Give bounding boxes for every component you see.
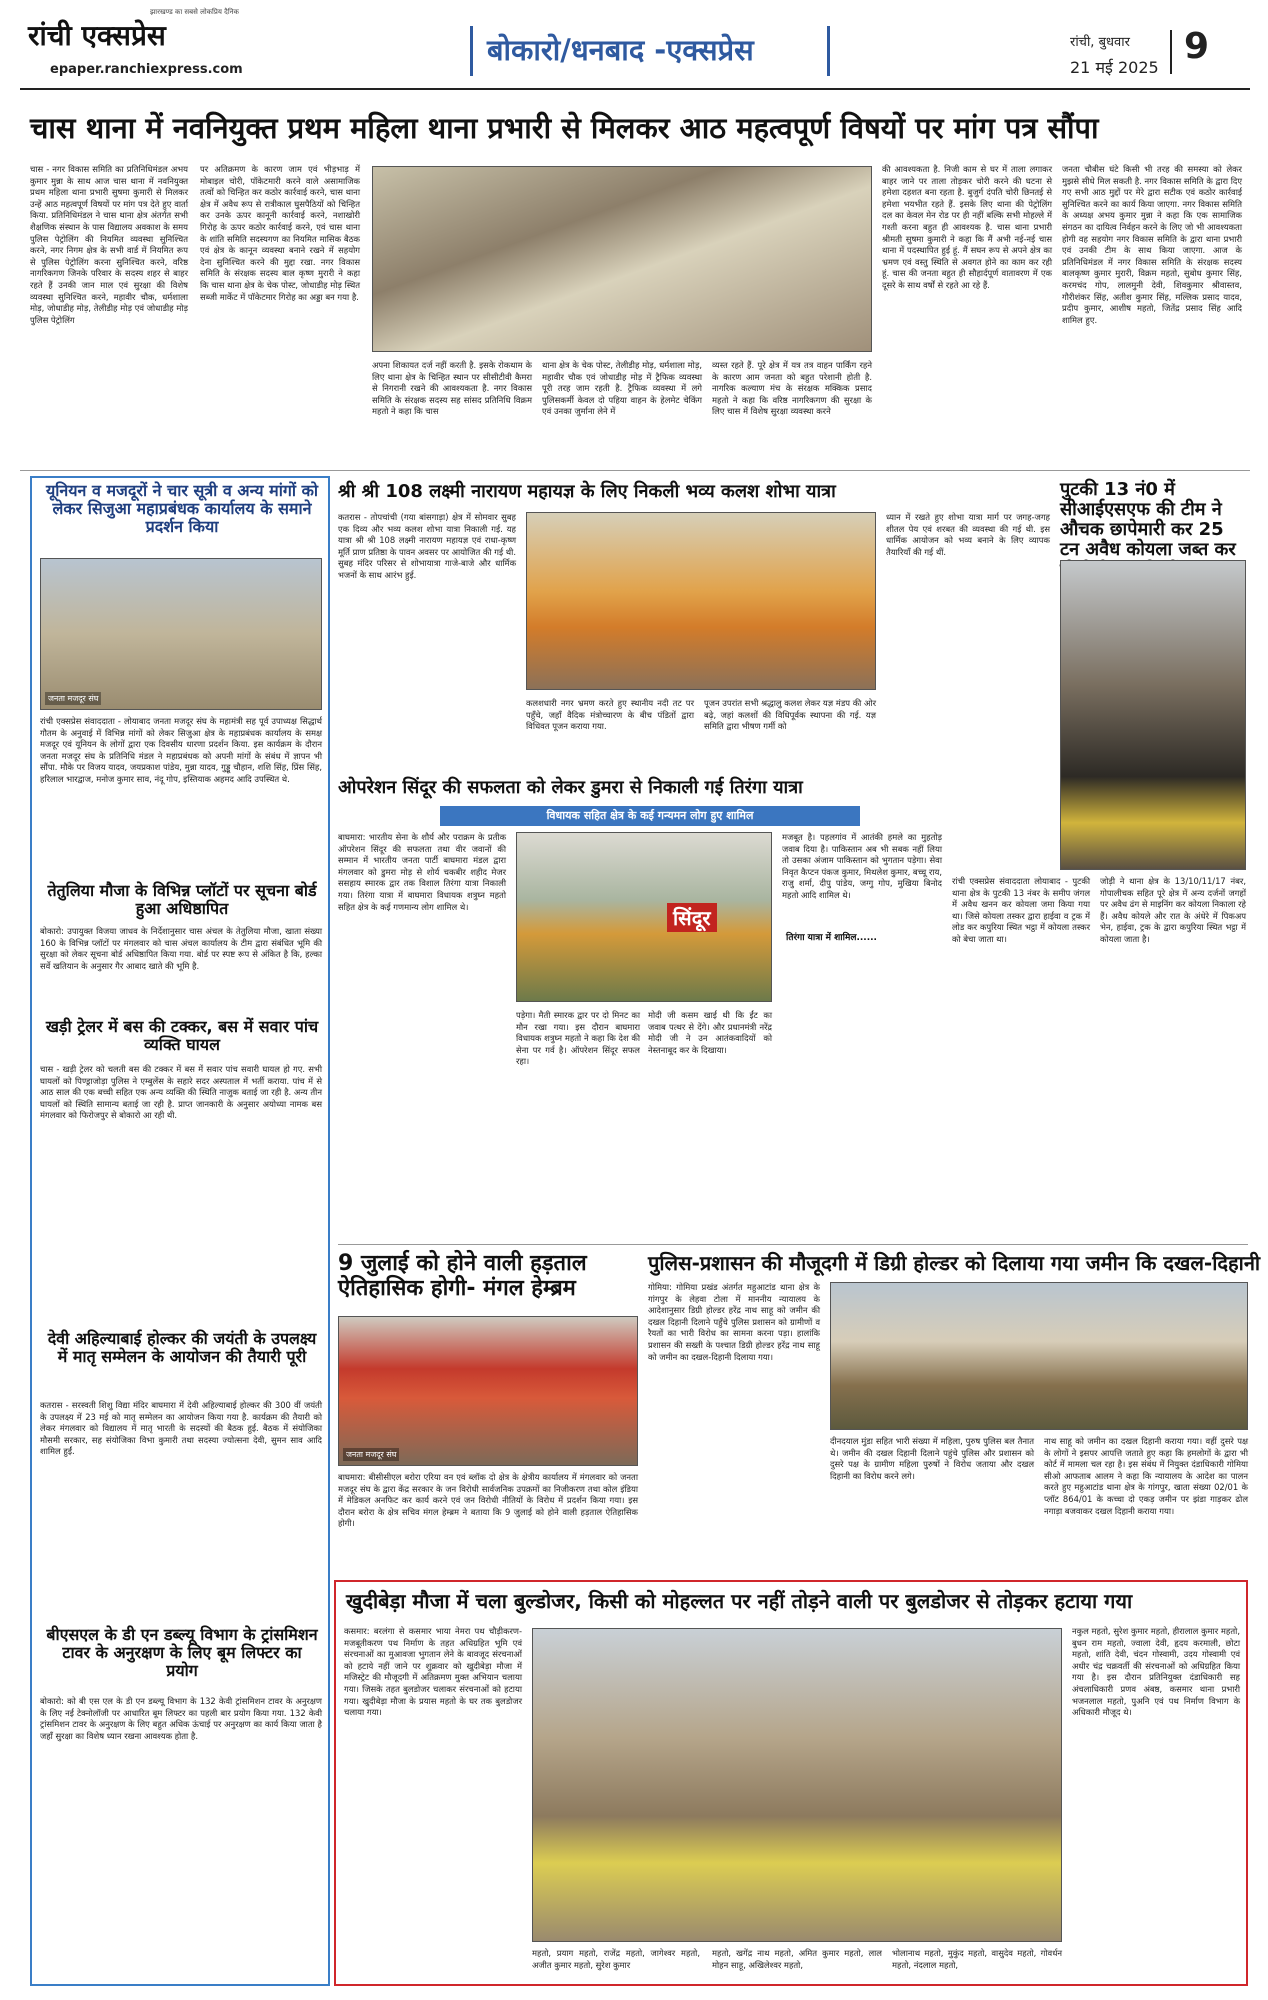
bulldozer-body-1: कसमार: बरलंगा से कसमार भाया नेमरा पथ चौड़ीकरण-मजबूतीकरण पथ निर्माण के तहत अधिग्रहित भूमि एवं संरचनाओं का मुआवजा भुगतान लेने के बावजूद संरचनाओं को हटाये नहीं जाने पर शुक्रवार को खुदीबेड़ा मौजा में मजिस्ट्रेट की मौजूदगी में अतिक्रमण मुक्त अभियान चलाया गया। जिसके तहत बुलडोजर चलाकर संरचनाओं को हटाया गया। खुदीबेड़ा मौजा के प्रयास महतो के घर तक बुलडोजर चलाया गया। [344,1626,525,1718]
lead-col-2: पर अतिक्रमण के कारण जाम एवं भीड़भाड़ में मोबाइल चोरी, पॉकेटमारी करने वाले असामाजिक तत्वों को चिन्हित कर कठोर कार्रवाई करने, चास थाना क्षेत्र में अवैध रूप से रात्रीकाल घुसपैठियों को चिन्हित कर उनके ऊपर कानूनी कार्रवाई करने, नशाखोरी गिरोह के ऊपर कठोर कार्रवाई करने, एवं चास थाना के शांति समिति सदस्यगण का नियमित मासिक बैठक एवं क्षेत्र के कानून व्यवस्था बनाने रखने में सहयोग देना सुनिश्चित करने की मुद्दा रखा. नगर विकास समिति के संरक्षक सदस्य बाल कृष्ण मुरारी ने कहा कि चास थाना क्षेत्र के चेक पोस्ट, जोधाडीह मोड़ स्थित सब्जी मार्केट में पॉकेटमार गिरोह का अड्डा बन गया है. [200,164,363,302]
sindoor-photo [516,832,772,1002]
bulldozer-body-2: नकुल महतो, सुरेश कुमार महतो, हीरालाल कुमार महतो, बुधन राम महतो, ज्वाला देवी, हृदय करमाली, छोटा महतो, शांति देवी, चंदन गोस्वामी, उदय गोस्वामी एवं अधीर चंद्र चक्रवर्ती की संरचनाओं को अधिग्रहित किया गया है। इस दौरान प्रतिनियुक्त दंडाधिकारी सह अंचलाधिकारी प्रणव अंबष्ठ, कसमार थाना प्रभारी भजनलाल महतो, पुअनि एवं पथ निर्माण विभाग के अधिकारी मौजूद थे। [1072,1626,1243,1718]
strike-body: बाघमारा: बीसीसीएल बरोरा एरिया वन एवं ब्लॉक दो क्षेत्र के क्षेत्रीय कार्यालय में मंगलवार को जनता मजदूर संघ के द्वारा केंद्र सरकार के जन विरोधी सार्वजनिक उपक्रमों का निजीकरण तथा कोल इंडिया में मेडिकल अनफिट कर कार्य करने एवं जन विरोधी नीतियों के विरोध में प्रदर्शन किया गया। इस दौरान बरोरा के क्षेत्र सचिव मंगल हेम्ब्रम ने बताया कि 9 जुलाई को होने वाली हड़ताल ऐतिहासिक होगी। [338,1472,641,1529]
website-link[interactable]: epaper.ranchiexpress.com [50,62,243,77]
story1-photo-caption: जनता मजदूर संघ [45,692,101,705]
bulldozer-headline: खुदीबेड़ा मौजा में चला बुल्डोजर, किसी को मोहल्लत पर नहीं तोड़ने वाली पर बुलडोजर से तोड़कर हटाया गया [346,1589,1133,1613]
sindoor-body-2: पड़ेगा। मैती स्मारक द्वार पर दो मिनट का मौन रखा गया। इस दौरान बाघमारा विधायक शत्रुघ्न महतो ने कहा कि देश की सेना पर गर्व है। ऑपरेशन सिंदूर सफल रहा। [516,1010,643,1067]
story1-headline: यूनियन व मजदूरों ने चार सूत्री व अन्य मांगों को लेकर सिजुआ महाप्रबंधक कार्यालय के समाने प्रदर्शन किया [45,481,319,536]
coal-body-1: रांची एक्सप्रेस संवाददाता लोयाबाद - पुटकी थाना क्षेत्र के पुटकी 13 नंबर के समीप जंगल में अवैध खनन कर कोयला जमा किया गया था। जिसे कोयला तस्कर द्वारा हाईवा व ट्रक में लोड कर कपुरिया स्थित भट्ठा में कोयला तस्कर को बेचा जाता था। [952,876,1093,944]
lead-col-5: व्यस्त रहते हैं. पूरे क्षेत्र में यत्र तत्र वाहन पार्किंग रहने के कारण आम जनता को बहुत परेशानी होती है. नागरिक कल्याण मंच के संरक्षक मक्किक प्रसाद महतो ने कहा कि वरिष्ठ नागरिकगण की सुरक्षा के लिए चास में विशेष सुरक्षा व्यवस्था करने [712,360,875,417]
land-photo [830,1282,1248,1430]
land-headline: पुलिस-प्रशासन की मौजूदगी में डिग्री होल्डर को दिलाया गया जमीन कि दखल-दिहानी [648,1251,1261,1275]
lead-headline: चास थाना में नवनियुक्त प्रथम महिला थाना प्रभारी से मिलकर आठ महत्वपूर्ण विषयों पर मांग पत्र सौंपा [30,111,1099,145]
kalash-photo [526,512,876,690]
masthead-logo: रांची एक्सप्रेस [28,19,166,52]
sindoor-body-4: मजबूत है। पहलगांव में आतंकी हमले का मुहतोड़ जवाब दिया है। पाकिस्तान अब भी सबक नहीं लिया तो उसका अंजाम पाकिस्तान को भुगतान पड़ेगा। सेवा निवृत कैप्टन पंकज कुमार, मिथलेश कुमार, बच्चू राय, राजु शर्मा, दीपु पांडेय, जग्गु गोप, मुखिया बिनोद महतो आदि शामिल थे। [782,832,945,900]
strike-headline: 9 जुलाई को होने वाली हड़ताल ऐतिहासिक होगी- मंगल हेम्ब्रम [338,1251,587,1301]
mid-rule [338,1244,1248,1245]
sindoor-photo-caption: तिरंगा यात्रा में शामिल...... [786,930,877,943]
land-body-3: नाथ साहू को जमीन का दखल दिहानी कराया गया। वहीं दुसरे पक्ष के लोगों ने इसपर आपत्ति जताते हुए कहा कि हमलोगों के द्वारा भी कोर्ट में मामला चल रहा है। इस संबंध में नियुक्त दंडाधिकारी गोमिया सीओ आफताब आलम ने कहा कि न्यायालय के आदेश का पालन करते हुए महुआटांड थाना क्षेत्र के गांगपुर, खाता संख्या 02/01 के प्लॉट 864/01 के कच्चा दो एकड़ जमीन पर झंडा गाड़कर ढोल नगाड़ा बजवाकर दखल दिहानी कराया गया। [1044,1436,1251,1516]
story1-photo [40,558,322,710]
kalash-body-2: कलशधारी नगर भ्रमण करते हुए स्थानीय नदी तट पर पहुँचे, जहाँ वैदिक मंत्रोच्चारण के बीच पंडितों द्वारा विधिवत पूजन कराया गया. [526,698,697,732]
section-title: बोकारो/धनबाद -एक्सप्रेस [487,33,754,67]
page-number: 9 [1184,26,1210,67]
bulldozer-caption-2: महतो, खगेंद्र नाथ महतो, अमित कुमार महतो, लाल मोहन साहू, अखिलेश्वर महतो, [712,1948,885,1970]
bulldozer-photo [532,1628,1062,1942]
strike-photo [338,1316,638,1466]
sindoor-headline: ओपरेशन सिंदूर की सफलता को लेकर डुमरा से निकाली गई तिरंगा यात्रा [338,777,803,798]
masthead-rule [20,88,1250,90]
story2-headline: तेतुलिया मौजा के विभिन्न प्लॉटों पर सूचना बोर्ड हुआ अधिष्ठापित [47,881,317,918]
coal-headline: पुटकी 13 नं0 में सीआईएसएफ की टीम ने औचक छापेमारी कर 25 टन अवैध कोयला जब्त कर [1060,479,1236,561]
masthead [0,0,1268,90]
lead-col-1: चास - नगर विकास समिति का प्रतिनिधिमंडल अभय कुमार मुन्ना के साथ आज चास थाना में नवनियुक्त प्रथम महिला थाना प्रभारी सुषमा कुमारी से मिलकर उन्हें आठ महत्वपूर्ण विषयों पर मांग पत्र देते हुए वार्ता किया. प्रतिनिधिमंडल ने चास थाना क्षेत्र अंतर्गत सभी शैक्षणिक संस्थान के पास विद्यालय अवकाश के समय पुलिस पेट्रोलिंग की नियमित व्यवस्था सुनिश्चित करने, नगर निगम क्षेत्र के सभी वार्ड में नियमित रूप से पुलिस पेट्रोलिंग करना सुनिश्चित करने, वरिष्ठ नागरिकगण जिनके परिवार के सदस्य शहर से बाहर रहते हैं उनकी जान माल एवं सुरक्षा की विशेष व्यवस्था सुनिश्चित करने, महावीर चौक, धर्मशाला मोड़, जोधाडीह मोड़, तेलीडीह मोड़ एवं जोधाडीह मोड़ पुलिस पेट्रोलिंग [30,164,191,325]
sindoor-body-3: मोदी जी कसम खाई थी कि ईंट का जवाब पत्थर से देंगे। और प्रधानमंत्री नरेंद्र मोदी जी ने उन आतंकवादियों को नेस्तनाबूद कर के दिखाया। [648,1010,775,1055]
kalash-headline: श्री श्री 108 लक्ष्मी नारायण महायज्ञ के लिए निकली भव्य कलश शोभा यात्रा [338,481,836,502]
lead-bottom-rule [20,470,1250,471]
page-divider [1170,30,1172,74]
kalash-body-1: कतरास - तोपचांची (गया बांसगाड़ा) क्षेत्र में सोमवार सुबह एक दिव्य और भव्य कलश शोभा यात्रा निकाली गई. यह यात्रा श्री श्री 108 लक्ष्मी नारायण महायज्ञ एवं राधा-कृष्ण मूर्ति प्राण प्रतिष्ठा के पावन अवसर पर आयोजित की गई थी. सुबह मंदिर परिसर से शोभायात्रा गाजे-बाजे और धार्मिक भजनों के साथ आरंभ हुई. [338,512,519,580]
lead-col-3: अपना शिकायत दर्ज नहीं करती है. इसके रोकथाम के लिए थाना क्षेत्र के चिन्हित स्थान पर सीसीटीवी कैमरा से निगरानी रखने की आवश्यकता है. नगर विकास समिति के संरक्षक सदस्य सह सांसद प्रतिनिधि विक्रम महतो ने कहा कि चास [372,360,535,417]
kalash-body-3: पूजन उपरांत सभी श्रद्धालु कलश लेकर यज्ञ मंडप की ओर बढ़े, जहां कलशों की विधिपूर्वक स्थापना की गई. यज्ञ समिति द्वारा भीषण गर्मी को [704,698,879,732]
bulldozer-caption-3: भोलानाथ महतो, मुकुंद महतो, वासुदेव महतो, गोवर्धन महतो, नंदलाल महतो, [892,1948,1065,1970]
story1-body: रांची एक्सप्रेस संवाददाता - लोयाबाद जनता मजदूर संघ के महामंत्री सह पूर्व उपाध्यक्ष सिद्धार्थ गौतम के अनुवाई में विभिन्न मांगों को लेकर सिजुआ क्षेत्र के महाप्रबंधक कार्यालय के समक्ष मजदूर एवं यूनियन के लोगों द्वारा एक दिवसीय धारणा प्रदर्शन किया. इस कार्यक्रम के दौरान जनता मजदूर संघ के प्रतिनिधि मंडल ने महाप्रबंधक को अपनी मांगों के संबंध में ज्ञापन भी सौंपा. मौके पर विजय यादव, जयप्रकाश पांडेय, मुन्ना यादव, गुड्डू चौहान, शशि सिंह, प्रिंस सिंह, हरिलाल भारद्वाज, मनोज कुमार साव, नंदू गोप, इस्तियाक अहमद आदि उपस्थित थे. [40,716,325,784]
story5-body: बोकारो: को बी एस एल के डी एन डब्ल्यू विभाग के 132 केवी ट्रांसमिशन टावर के अनुरक्षण के लिए नई टेक्नोलॉजी पर आधारित बूम लिफ्टर का पहली बार प्रयोग किया गया. 132 केवी ट्रांसमिशन टावर के अनुरक्षण के लिए बहुत अधिक ऊंचाई पर अनुरक्षण का कार्य किया जाता है जहाँ सुरक्षा का विशेष ध्यान रखना आवश्यक होता है. [40,1696,325,1741]
lead-col-7: जनता चौबीस घंटे किसी भी तरह की समस्या को लेकर मुझसे सीधे मिल सकती है. नगर विकास समिति के द्वारा दिए गए सभी आठ मुद्दों पर मेरे द्वारा सटीक एवं कठोर कार्रवाई सुनिश्चित करने का कार्य किया जाएगा. नगर विकास समिति के अध्यक्ष अभय कुमार मुन्ना ने कहा कि एक सामाजिक संगठन का दायित्व निर्वहन करने के लिए जो भी आवश्यकता होगी वह सहयोग नगर विकास समिति के द्वारा थाना प्रभारी एवं उनकी टीम के साथ किया जाएगा. आज के प्रतिनिधिमंडल में नगर विकास समिति के संरक्षक सदस्य बालकृष्ण कुमार मुरारी, विक्रम महतो, सुबोध कुमार सिंह, करमचंद गोप, लालमुनी देवी, शिवकुमार श्रीवास्तव, गौरीशंकर सिंह, अतीश कुमार सिंह, मल्लिक प्रसाद यादव, प्रदीप कुमार, आशीष महतो, जितेंद्र प्रसाद सिंह आदि शामिल हुए. [1062,164,1245,325]
masthead-logo-tag: झारखण्ड का सबसे लोकप्रिय दैनिक [150,8,239,16]
bulldozer-caption-1: महतो, प्रयाग महतो, राजेंद्र महतो, जागेश्वर महतो, अजीत कुमार महतो, सुरेश कुमार [532,1948,703,1970]
sindoor-body-1: बाघमारा: भारतीय सेना के शौर्य और पराक्रम के प्रतीक ऑपरेशन सिंदूर की सफलता तथा वीर जवानों की सम्मान में भारतीय जनता पार्टी बाघमारा मंडल द्वारा मंगलवार को डुमरा मोड़ से शोर्य चकबीर शहीद मेजर ससहाय स्मारक द्वार तक विशाल तिरंगा यात्रा निकाली गया। तिरंगा यात्रा में बाघमारा विधायक शत्रुघ्न महतो सहित क्षेत्र के कई गणमान्य लोग शामिल थे। [338,832,509,912]
story4-headline: देवी अहिल्याबाई होल्कर की जयंती के उपलक्ष्य में मातृ सम्मेलन के आयोजन की तैयारी पूरी [47,1329,317,1366]
place-day: रांची, बुधवार [1070,35,1130,50]
story3-body: चास - खड़ी ट्रेलर को चलती बस की टक्कर में बस में सवार पांच सवारी घायल हो गए. सभी घायलों को पिण्ड्राजोड़ा पुलिस ने एम्बुलेंस के सहारे सदर अस्पताल में भर्ती कराया. पांच में से आठ साल की एक बच्ची सहित एक अन्य व्यक्ति की स्थिति नाजुक बताई जा रही है. अन्य तीन घायलों को स्थिति सामान्य बताई जा रही है. प्राप्त जानकारी के अनुसार अयोध्या नामक बस मंगलवार को फिरोजपुर से बोकारो आ रही थी. [40,1064,325,1121]
lead-photo [372,166,872,352]
lead-col-4: थाना क्षेत्र के चेक पोस्ट, तेलीडीह मोड़, धर्मशाला मोड़, महावीर चौक एवं जोधाडीह मोड़ में ट्रैफिक व्यवस्था पूरी तरह जाम रहती है. ट्रैफिक व्यवस्था में लगे पुलिसकर्मी केवल दो पहिया वाहन के हेलमेट चेकिंग एवं उनका जुर्माना लेने में [542,360,705,417]
land-body-2: दीनदयाल मुंडा सहित भारी संख्या में महिला, पुरुष पुलिस बल तैनात थे। जमीन की दखल दिहानी दिलाने पहुंचे पुलिस और प्रशासन को दुसरे पक्ष के ग्रामीण महिला पुरुषों ने विरोध जताया और दखल दिहानी का विरोध करने लगे। [830,1436,1037,1481]
story5-headline: बीएसएल के डी एन डब्ल्यू विभाग के ट्रांसमिशन टावर के अनुरक्षण के लिए बूम लिफ्टर का प्रयोग [46,1625,318,1680]
kalash-body-4: ध्यान में रखते हुए शोभा यात्रा मार्ग पर जगह-जगह शीतल पेय एवं शरबत की व्यवस्था की गई थी. इस धार्मिक आयोजन को भव्य बनाने के लिए व्यापक तैयारियाँ की गई थीं. [886,512,1053,557]
coal-body-2: जोड़ी ने थाना क्षेत्र के 13/10/11/17 नंबर, गोपालीचक सहित पूरे क्षेत्र में अन्य दर्जनों जगहों पर अवैध ढंग से माइनिंग कर कोयला निकाला रहे हैं। अवैध कोयले और रात के अंधेरे में पिकअप भेन, हाईवा, ट्रक के द्वारा कपुरिया स्थित भट्ठा में कोयला जाता है। [1100,876,1249,944]
coal-photo [1060,560,1246,870]
story2-body: बोकारो: उपायुक्त विजया जाधव के निर्देशानुसार चास अंचल के तेतुलिया मौजा, खाता संख्या 160 के विभिन्न प्लॉटों पर मंगलवार को चास अंचल कार्यालय के टीम द्वारा संबंधित भूमि की सुरक्षा को लेकर सूचना बोर्ड अधिष्ठापित किया गया. बोर्ड पर स्पष्ट रूप से अंकित है कि, हल्का सर्वे खतियान के अनुसार गैर आबाद खाते की भूमि है. [40,926,325,971]
strike-photo-caption: जनता मजदूर संघ [343,1448,399,1461]
story3-headline: खड़ी ट्रेलर में बस की टक्कर, बस में सवार पांच व्यक्ति घायल [45,1017,319,1054]
issue-date: 21 मई 2025 [1070,58,1159,77]
lead-col-6: की आवश्यकता है. निजी काम से घर में ताला लगाकर बाहर जाने पर ताला तोड़कर चोरी करने की घटना से हमेशा दहशत बना रहता है. बुजुर्ग दंपति चोरी छिनतई से हमेशा भयभीत रहते हैं. इसके लिए थाना की पेट्रोलिंग दल का केवल मेन रोड पर ही नहीं बल्कि सभी मोहल्ले में गश्ती करना बहुत ही आवश्यक है. चास थाना प्रभारी श्रीमती सुषमा कुमारी ने कहा कि मैं अभी नई-नई चास थाना में पदस्थापित हुई हूं. मैं सघन रूप से अपने क्षेत्र का भ्रमण एवं वस्तु स्थिति से अवगत होने का काम कर रही हूं. चास की जनता बहुत ही सौहार्दपूर्ण वातावरण में एक दूसरे के साथ वर्षों से रहते आ रहे हैं. [882,164,1055,290]
section-banner [470,26,830,76]
story4-body: कतरास - सरस्वती शिशु विद्या मंदिर बाघमारा में देवी अहिल्याबाई होल्कर की 300 वीं जयंती के उपलक्ष्य में 23 मई को मातृ सम्मेलन का आयोजन किया गया है. कार्यक्रम की तैयारी को लेकर मंगलवार को विद्यालय में मातृ भारती के सदस्यों की बैठक हुई. बैठक में संयोजिका मौसमी सरकार, सह संयोजिका विभा कुमारी तथा सदस्या ज्योत्सना देवी, सुमन साव आदि शामिल हुईं. [40,1400,325,1457]
sindoor-subhead: विधायक सहित क्षेत्र के कई गन्यमन लोग हुए शामिल [440,806,860,826]
sindoor-sign: सिंदूर [667,903,717,932]
land-body-1: गोमिया: गोमिया प्रखंड अंतर्गत महुआटांड थाना क्षेत्र के गांगपुर के लेहवा टोला में माननीय न्यायालय के आदेशानुसार डिग्री होल्डर हरेंद्र नाथ साहू को जमीन की दखल दिहानी दिलाने पहुँचे पुलिस प्रशासन को ग्रामीणों व रैयतों का भारी विरोध का सामना करना पड़ा। हालांकि प्रशासन की सख्ती के पश्चात डिग्री होल्डर हरेंद्र नाथ साहू को जमीन का दखल-दिहानी दिलाया गया। [648,1282,823,1362]
